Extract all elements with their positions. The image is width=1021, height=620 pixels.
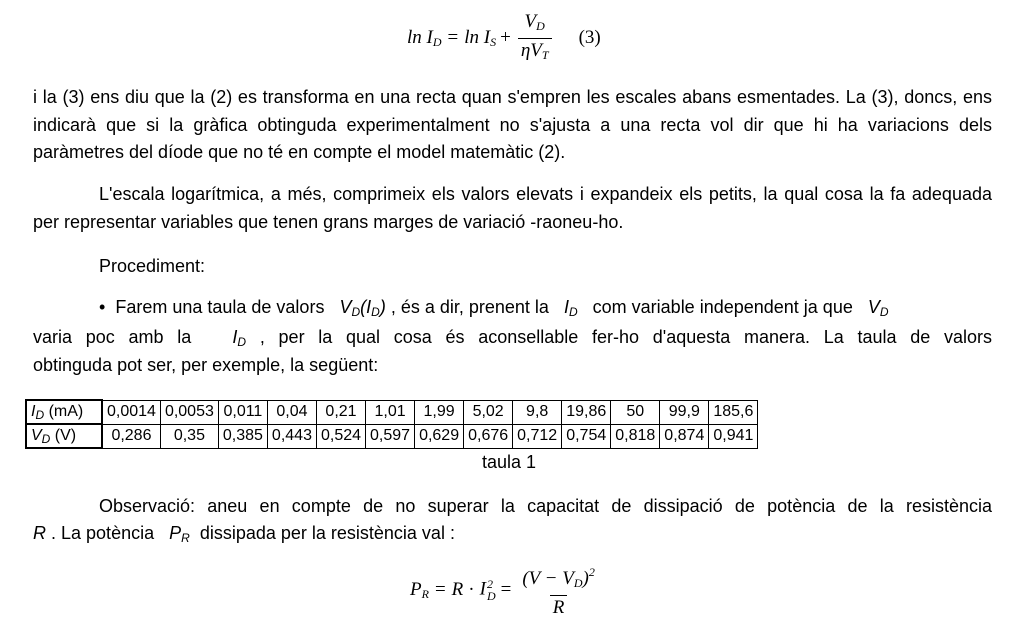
row-label-id: $I_D$ (mA) <box>26 400 102 424</box>
eqp-equals: = <box>434 579 446 600</box>
table-cell: 9,8 <box>513 400 562 424</box>
eq3-plus: + <box>500 27 511 48</box>
eq3-number: (3) <box>578 27 601 48</box>
bullet-line2-text-a: varia poc amb la <box>33 327 192 347</box>
row-label-vd: $V_D$ (V) <box>26 424 102 448</box>
table-cell: 50 <box>611 400 660 424</box>
table-cell: 0,286 <box>102 424 160 448</box>
table-cell: 0,874 <box>660 424 709 448</box>
table-cell: 185,6 <box>709 400 758 424</box>
table-cell: 5,02 <box>464 400 513 424</box>
eqp-dot: · <box>468 579 475 600</box>
table-cell: 0,011 <box>218 400 267 424</box>
eqp-i: I 2 D <box>479 577 496 603</box>
table-cell: 99,9 <box>660 400 709 424</box>
eq3-equals: = <box>447 27 459 48</box>
table-cell: 0,676 <box>464 424 513 448</box>
eq3-rhs-term: $\ln I_S$ <box>464 26 497 49</box>
table-cell: 0,35 <box>160 424 218 448</box>
table-cell: 0,0053 <box>160 400 218 424</box>
eqp-lhs: $P_R$ <box>410 578 429 601</box>
table-row-current <box>26 400 758 424</box>
table-cell: 19,86 <box>562 400 611 424</box>
eqp-equals-2: = <box>500 579 512 600</box>
equation-3 <box>407 10 601 66</box>
var-vd: $V_D$ <box>867 297 889 319</box>
eqp-r: R <box>451 579 464 600</box>
eq3-lhs: $\ln I_D$ <box>407 26 442 49</box>
observacio-text-a: . La potència <box>51 523 155 543</box>
bullet-text-2: , és a dir, prenent la <box>390 297 549 317</box>
table-caption: taula 1 <box>482 452 537 472</box>
table-cell: 0,818 <box>611 424 660 448</box>
var-pr: $P_R$ <box>169 523 190 545</box>
table-cell: 0,21 <box>316 400 365 424</box>
values-table <box>25 399 758 449</box>
table-cell: 0,385 <box>218 424 267 448</box>
observacio-text-b: dissipada per la resistència val : <box>199 523 455 543</box>
eqp-denominator: R <box>550 595 568 620</box>
bullet-text-1: Farem una taula de valors <box>115 297 325 317</box>
var-id-2: $I_D$ <box>232 327 247 349</box>
procediment-heading: Procediment: <box>99 256 206 276</box>
equation-power <box>410 562 601 618</box>
eqp-numerator: $(V - V_D)^2$ <box>522 565 595 590</box>
observacio-line-2 <box>33 520 992 553</box>
bullet-symbol: • <box>99 297 106 317</box>
var-r: R <box>33 523 46 543</box>
table-cell: 0,0014 <box>102 400 160 424</box>
table-cell: 0,941 <box>709 424 758 448</box>
table-cell: 1,99 <box>415 400 464 424</box>
table-cell: 0,597 <box>366 424 415 448</box>
table-cell: 0,04 <box>267 400 316 424</box>
table-cell: 1,01 <box>366 400 415 424</box>
table-cell: 0,629 <box>415 424 464 448</box>
var-vd-id: $V_D(I_D)$ <box>339 297 386 319</box>
paragraph-1: i la (3) ens diu que la (2) es transforma en una recta quan s'empren les escales abans esmentades. La (3), doncs, ens indicarà que si la gràfica obtinguda experimentalment no s'ajusta a una recta vol dir que hi ha variacions dels paràmetres del díode que no té en compte el model matemàtic (2). <box>33 87 992 162</box>
table-row-voltage <box>26 424 758 448</box>
eqp-fraction <box>519 560 598 620</box>
bullet-line2-text-b: , per la qual cosa és aconsellable fer-ho d'aquesta manera. La taula de valors <box>259 327 992 347</box>
bullet-line-1 <box>99 297 889 319</box>
var-id: $I_D$ <box>563 297 578 319</box>
paragraph-2: L'escala logarítmica, a més, comprimeix els valors elevats i expandeix els petits, la qual cosa la fa adequada per representar variables que tenen grans marges de variació -raoneu-ho. <box>33 184 992 232</box>
table-cell: 0,524 <box>316 424 365 448</box>
bullet-line-3: obtinguda pot ser, per exemple, la següent: <box>33 355 379 375</box>
table-cell: 0,443 <box>267 424 316 448</box>
eq3-numerator: $V_D$ <box>524 10 545 33</box>
observacio-line-1: Observació: aneu en compte de no superar la capacitat de dissipació de potència de la resistència <box>99 496 992 516</box>
table-cell: 0,712 <box>513 424 562 448</box>
eq3-denominator: $\eta V_T$ <box>518 38 552 67</box>
bullet-text-3: com variable independent ja que <box>592 297 853 317</box>
table-cell: 0,754 <box>562 424 611 448</box>
eq3-fraction <box>518 10 552 67</box>
